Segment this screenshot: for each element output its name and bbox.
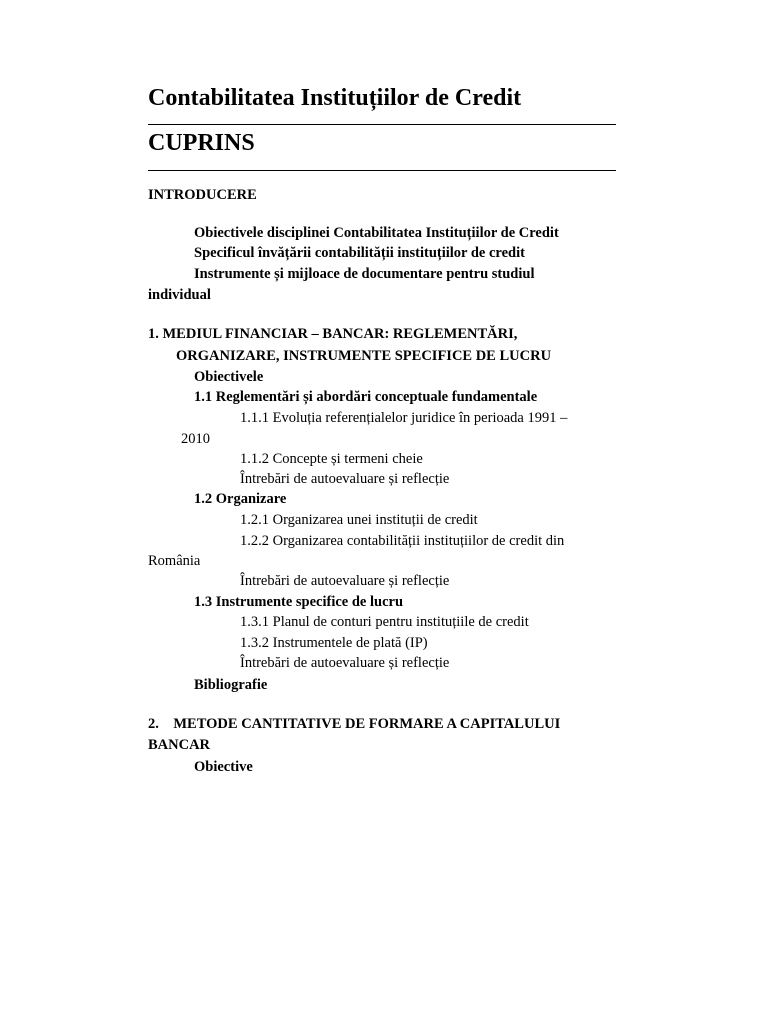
chapter1-heading: 1. MEDIUL FINANCIAR – BANCAR: REGLEMENTĂRI, bbox=[148, 326, 518, 342]
chapter1-objectives: Obiectivele bbox=[194, 369, 264, 385]
contents-heading: CUPRINS bbox=[148, 130, 255, 156]
chapter2-heading-continuation: BANCAR bbox=[148, 737, 211, 753]
chapter2-heading: 2. METODE CANTITATIVE DE FORMARE A CAPITALULUI bbox=[148, 716, 561, 732]
section-1-3-questions: Întrebări de autoevaluare și reflecție bbox=[240, 655, 450, 671]
introduction-heading: INTRODUCERE bbox=[148, 187, 257, 203]
introduction-item: Specificul învățării contabilității instituțiilor de credit bbox=[194, 245, 525, 261]
chapter2-objectives: Obiective bbox=[194, 759, 253, 775]
chapter1-heading-continuation: ORGANIZARE, INSTRUMENTE SPECIFICE DE LUCRU bbox=[176, 348, 552, 364]
document-title: Contabilitatea Instituțiilor de Credit bbox=[148, 85, 522, 111]
subsection-1-3-1: 1.3.1 Planul de conturi pentru instituțiile de credit bbox=[240, 614, 529, 630]
subsection-1-1-1-continuation: 2010 bbox=[181, 431, 210, 447]
subsection-1-2-2: 1.2.2 Organizarea contabilității instituțiilor de credit din bbox=[240, 533, 565, 549]
introduction-item-continuation: individual bbox=[148, 287, 211, 303]
title-rule bbox=[148, 124, 616, 125]
section-1-2-questions: Întrebări de autoevaluare și reflecție bbox=[240, 573, 450, 589]
subsection-1-1-2: 1.1.2 Concepte și termeni cheie bbox=[240, 451, 423, 467]
section-1-2-title: 1.2 Organizare bbox=[194, 491, 287, 507]
chapter1-bibliography: Bibliografie bbox=[194, 677, 268, 693]
section-1-1-questions: Întrebări de autoevaluare și reflecție bbox=[240, 471, 450, 487]
subsection-1-2-2-continuation: România bbox=[148, 553, 201, 569]
subsection-1-3-2: 1.3.2 Instrumentele de plată (IP) bbox=[240, 635, 428, 651]
contents-rule bbox=[148, 170, 616, 171]
introduction-item: Obiectivele disciplinei Contabilitatea Instituțiilor de Credit bbox=[194, 225, 559, 241]
introduction-item: Instrumente și mijloace de documentare pentru studiul bbox=[194, 266, 535, 282]
subsection-1-1-1: 1.1.1 Evoluția referențialelor juridice în perioada 1991 – bbox=[240, 410, 568, 426]
section-1-3-title: 1.3 Instrumente specifice de lucru bbox=[194, 594, 404, 610]
section-1-1-title: 1.1 Reglementări și abordări conceptuale fundamentale bbox=[194, 389, 538, 405]
subsection-1-2-1: 1.2.1 Organizarea unei instituții de credit bbox=[240, 512, 478, 528]
